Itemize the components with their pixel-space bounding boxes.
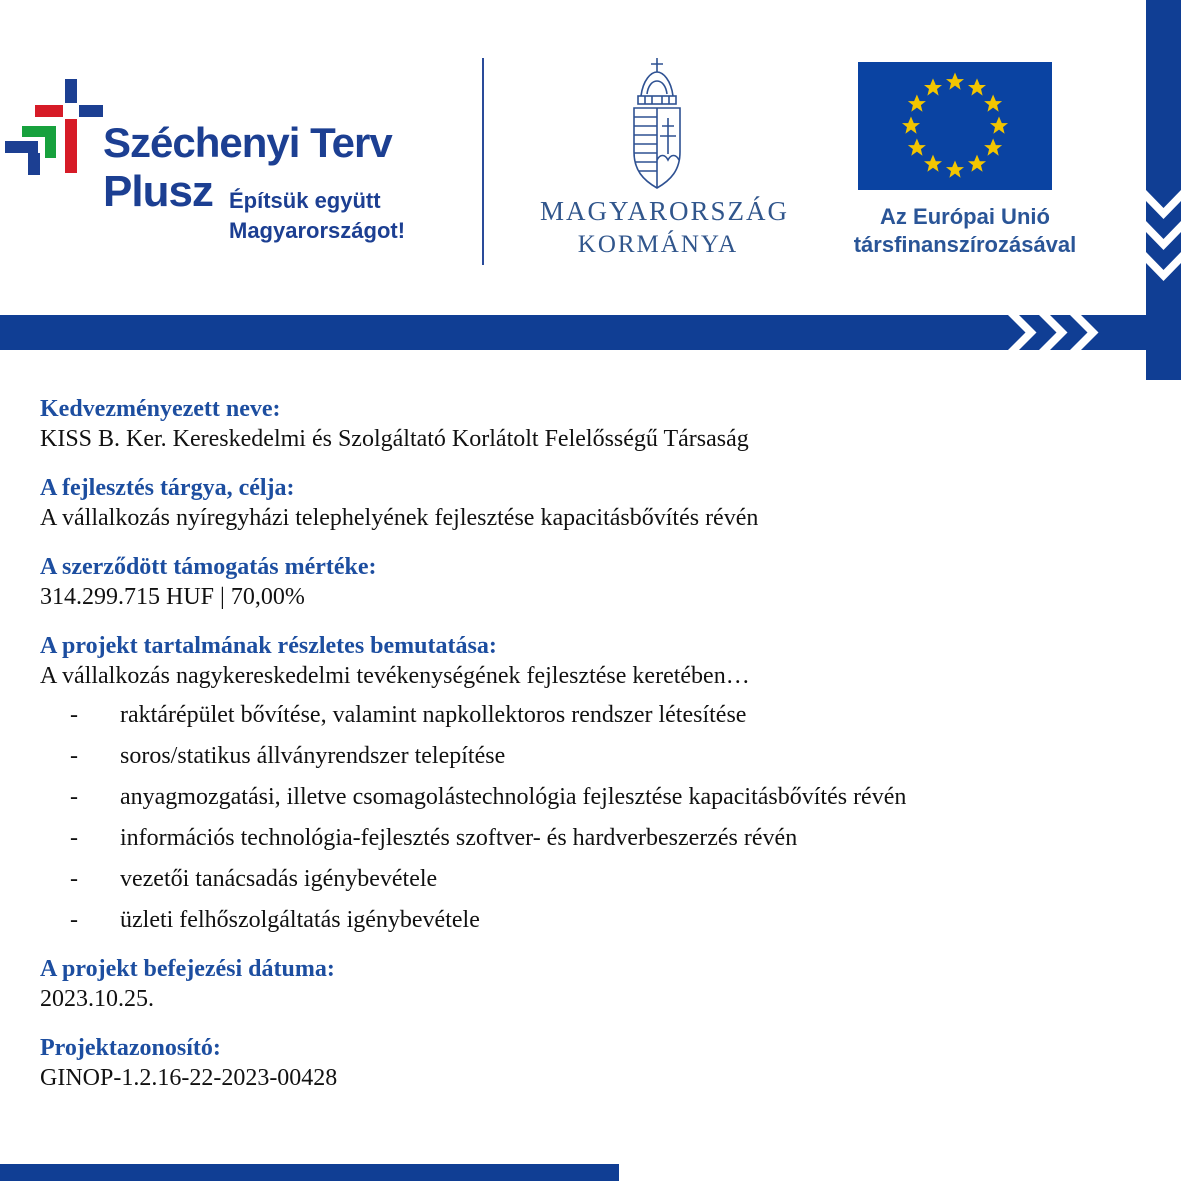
- eu-text-line1: Az Európai Unió: [880, 204, 1050, 229]
- tagline-line2: Magyarországot!: [229, 218, 406, 243]
- section-body: GINOP-1.2.16-22-2023-00428: [40, 1065, 338, 1091]
- section-body: KISS B. Ker. Kereskedelmi és Szolgáltató Korlátolt Felelősségű Társaság: [40, 426, 749, 452]
- list-item: [40, 700, 1120, 730]
- section-grant-amount: [40, 552, 1120, 612]
- section-purpose: [40, 473, 1120, 533]
- project-details-list: [40, 700, 1120, 935]
- section-heading: A fejlesztés tárgya, célja:: [40, 475, 295, 501]
- section-project-content: [40, 631, 1120, 935]
- section-project-id: [40, 1033, 1120, 1093]
- szechenyi-title: Széchenyi Terv: [103, 119, 392, 166]
- szechenyi-tagline: [229, 186, 405, 246]
- section-body: 314.299.715 HUF | 70,00%: [40, 584, 305, 610]
- list-item: [40, 782, 1120, 812]
- list-item-text: vezetői tanácsadás igénybevétele: [120, 866, 438, 892]
- list-item: [40, 864, 1120, 894]
- tagline-line1: Építsük együtt: [229, 188, 381, 213]
- list-item: [40, 905, 1120, 935]
- eu-funding-text: [833, 203, 1097, 259]
- section-body: 2023.10.25.: [40, 986, 154, 1012]
- section-heading: Kedvezményezett neve:: [40, 396, 281, 422]
- list-item: [40, 741, 1120, 771]
- list-dash: -: [70, 825, 78, 851]
- szechenyi-plusz: Plusz: [103, 167, 213, 216]
- list-item-text: anyagmozgatási, illetve csomagolástechnológia fejlesztése kapacitásbővítés révén: [120, 784, 907, 810]
- section-heading: Projektazonosító:: [40, 1035, 221, 1061]
- eu-flag-icon: [858, 62, 1052, 190]
- list-dash: -: [70, 784, 78, 810]
- logo-separator: [482, 58, 484, 265]
- section-beneficiary: [40, 394, 1120, 454]
- szechenyi-logo-icon: [3, 75, 113, 180]
- hungarian-coat-of-arms-icon: [619, 56, 695, 196]
- list-item-text: raktárépület bővítése, valamint napkollektoros rendszer létesítése: [120, 702, 747, 728]
- bottom-bar: [0, 1164, 619, 1181]
- section-heading: A projekt tartalmának részletes bemutatása:: [40, 633, 497, 659]
- list-item-text: soros/statikus állványrendszer telepítése: [120, 743, 506, 769]
- project-details: [40, 394, 1120, 1112]
- list-dash: -: [70, 866, 78, 892]
- section-body: A vállalkozás nyíregyházi telephelyének fejlesztése kapacitásbővítés révén: [40, 505, 759, 531]
- list-dash: -: [70, 907, 78, 933]
- government-name: [540, 196, 790, 258]
- list-item-text: információs technológia-fejlesztés szoftver- és hardverbeszerzés révén: [120, 825, 798, 851]
- list-dash: -: [70, 743, 78, 769]
- list-dash: -: [70, 702, 78, 728]
- government-name-line1: MAGYARORSZÁG: [540, 196, 790, 226]
- government-name-line2: KORMÁNYA: [577, 231, 739, 258]
- section-heading: A projekt befejezési dátuma:: [40, 956, 335, 982]
- section-body: A vállalkozás nagykereskedelmi tevékenységének fejlesztése keretében…: [40, 663, 750, 689]
- section-completion-date: [40, 954, 1120, 1014]
- eu-text-line2: társfinanszírozásával: [853, 232, 1077, 257]
- section-heading: A szerződött támogatás mértéke:: [40, 554, 377, 580]
- header: [0, 0, 1181, 390]
- list-item-text: üzleti felhőszolgáltatás igénybevétele: [120, 907, 480, 933]
- list-item: [40, 823, 1120, 853]
